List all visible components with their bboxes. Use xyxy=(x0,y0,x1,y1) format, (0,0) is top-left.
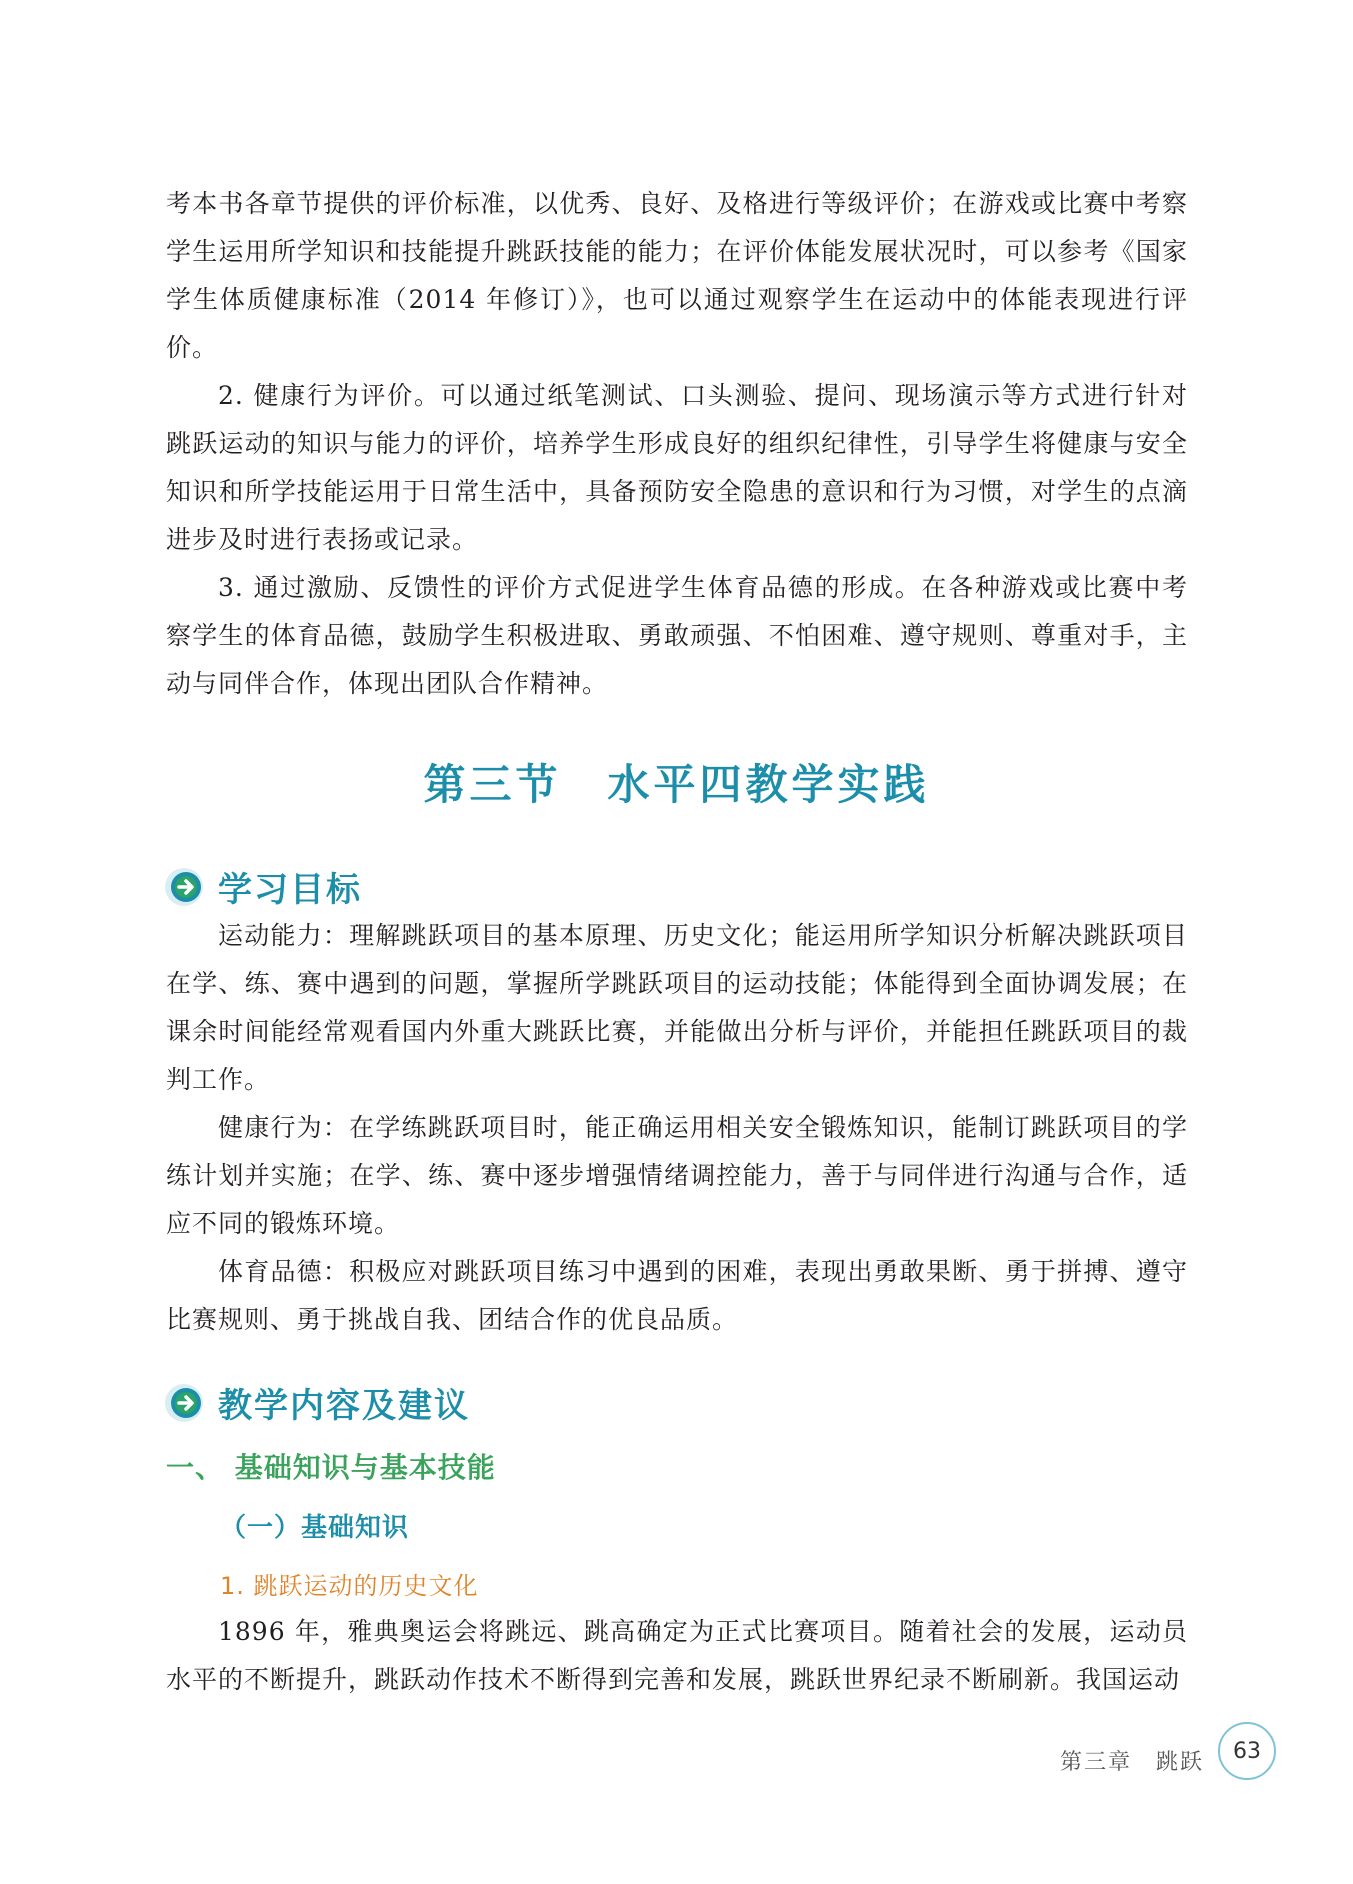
paragraph-sports-morality: 体育品德：积极应对跳跃项目练习中遇到的困难，表现出勇敢果断、勇于拼搏、遵守比赛规则、勇于挑战自我、团结合作的优良品质。 xyxy=(166,1257,1188,1334)
paragraph-motor-ability: 运动能力：理解跳跃项目的基本原理、历史文化；能运用所学知识分析解决跳跃项目在学、练、赛中遇到的问题，掌握所学跳跃项目的运动技能；体能得到全面协调发展；在课余时间能经常观看国内外重大跳跃比赛，并能做出分析与评价，并能担任跳跃项目的裁判工作。 xyxy=(166,921,1188,1094)
teaching-content-heading xyxy=(164,1378,470,1427)
footer-chapter-label: 第三章 跳跃 xyxy=(1060,1750,1205,1775)
arrow-right-circle-icon xyxy=(164,1381,208,1425)
learning-goals-block xyxy=(166,912,1188,1344)
section-title-number: 第三节 xyxy=(423,760,562,809)
paragraph-evaluation-standards: 考本书各章节提供的评价标准，以优秀、良好、及格进行等级评价；在游戏或比赛中考察学生运用所学知识和技能提升跳跃技能的能力；在评价体能发展状况时，可以参考《国家学生体质健康标准（2014 年修订）》，也可以通过观察学生在运动中的体能表现进行评价。 xyxy=(166,189,1188,362)
section-title-text: 水平四教学实践 xyxy=(607,760,930,809)
learning-goals-heading xyxy=(164,862,362,911)
paragraph-health-behavior: 健康行为：在学练跳跃项目时，能正确运用相关安全锻炼知识，能制订跳跃项目的学练计划并实施；在学、练、赛中逐步增强情绪调控能力，善于与同伴进行沟通与合作，适应不同的锻炼环境。 xyxy=(166,1113,1188,1238)
section-title xyxy=(0,752,1353,812)
history-text-block xyxy=(166,1608,1188,1704)
learning-goals-heading-text: 学习目标 xyxy=(218,870,362,910)
evaluation-text-block xyxy=(166,180,1188,708)
paragraph-health-behavior-evaluation: 2. 健康行为评价。可以通过纸笔测试、口头测验、提问、现场演示等方式进行针对跳跃运动的知识与能力的评价，培养学生形成良好的组织纪律性，引导学生将健康与安全知识和所学技能运用于日常生活中，具备预防安全隐患的意识和行为习惯，对学生的点滴进步及时进行表扬或记录。 xyxy=(166,381,1188,554)
paragraph-sports-morality-evaluation: 3. 通过激励、反馈性的评价方式促进学生体育品德的形成。在各种游戏或比赛中考察学生的体育品德，鼓励学生积极进取、勇敢顽强、不怕困难、遵守规则、尊重对手，主动与同伴合作，体现出团队合作精神。 xyxy=(166,573,1188,698)
page-number: 63 xyxy=(1218,1722,1276,1780)
subheading-basic-knowledge-skills: 一、 基础知识与基本技能 xyxy=(166,1451,496,1484)
paragraph-history: 1896 年，雅典奥运会将跳远、跳高确定为正式比赛项目。随着社会的发展，运动员水平的不断提升，跳跃动作技术不断得到完善和发展，跳跃世界纪录不断刷新。我国运动 xyxy=(166,1617,1188,1694)
arrow-right-circle-icon xyxy=(164,865,208,909)
teaching-content-heading-text: 教学内容及建议 xyxy=(218,1386,470,1426)
subheading-history-culture: 1. 跳跃运动的历史文化 xyxy=(220,1572,479,1600)
subheading-basic-knowledge: （一）基础知识 xyxy=(220,1513,410,1543)
